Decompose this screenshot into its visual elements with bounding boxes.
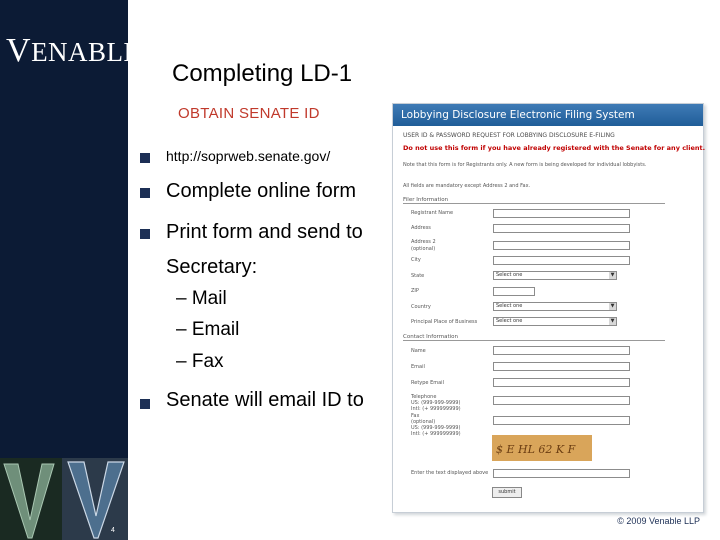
bullet-print-form: Print form and send to [166, 221, 363, 243]
bullet-continuation: Secretary: [166, 256, 258, 278]
fax-intl-format: Intl: (+ 999999999) [411, 431, 461, 437]
telephone-label: Telephone [411, 394, 437, 400]
address2-optional-label: (optional) [411, 246, 436, 252]
captcha-image [492, 435, 592, 461]
telephone-intl-format: Intl: (+ 999999999) [411, 406, 461, 412]
venable-v-artwork [0, 458, 128, 540]
mandatory-note: All fields are mandatory except Address 2 and Fax. [403, 183, 531, 189]
zip-input[interactable] [493, 287, 535, 296]
address2-label: Address 2 [411, 239, 436, 245]
bullet-marker [140, 153, 150, 163]
captcha-input[interactable] [493, 469, 630, 478]
bullet-marker [140, 399, 150, 409]
bullet-complete-form: Complete online form [166, 180, 357, 202]
captcha-glyphs [492, 435, 592, 461]
slide-subtitle: OBTAIN SENATE ID [178, 105, 320, 122]
bullet-senate-email: Senate will email ID to [166, 389, 364, 411]
address-label: Address [411, 225, 431, 231]
sidebar [0, 0, 168, 540]
principal-place-select-value: Select one [496, 318, 523, 324]
principal-place-label: Principal Place of Business [411, 319, 478, 325]
registrant-name-label: Registrant Name [411, 210, 454, 216]
submit-button[interactable]: submit [492, 487, 522, 498]
telephone-us-format: US: (999-999-9999) [411, 400, 461, 406]
logo-llp: LLP [150, 54, 168, 63]
bullet-url[interactable]: http://soprweb.senate.gov/ [166, 148, 331, 164]
sub-bullet-mail: – Mail [176, 288, 227, 309]
state-label: State [411, 273, 425, 279]
copyright-notice: © 2009 Venable LLP [617, 516, 700, 526]
chevron-down-icon: ▼ [610, 272, 615, 278]
logo-letter: V [6, 32, 32, 69]
fax-us-format: US: (999-999-9999) [411, 425, 461, 431]
zip-label: ZIP [411, 288, 419, 294]
venable-logo [6, 32, 167, 70]
chevron-down-icon: ▼ [610, 303, 615, 309]
captcha-prompt-label: Enter the text displayed above [411, 470, 489, 476]
address-input[interactable] [493, 224, 630, 233]
retype-email-input[interactable] [493, 378, 630, 387]
request-heading: USER ID & PASSWORD REQUEST FOR LOBBYING DISCLOSURE E-FILING [403, 132, 615, 139]
address2-input[interactable] [493, 241, 630, 250]
bullet-marker [140, 229, 150, 239]
bullet-marker [140, 188, 150, 198]
slide-title: Completing LD-1 [172, 60, 353, 87]
sub-bullet-fax: – Fax [176, 351, 224, 372]
country-select[interactable] [493, 302, 617, 311]
logo-registered: ® [141, 32, 149, 41]
filing-system-screenshot [392, 103, 704, 513]
contact-name-label: Name [411, 348, 426, 354]
filer-section-heading: Filer Information [403, 197, 665, 204]
contact-email-label: Email [411, 364, 425, 370]
contact-email-input[interactable] [493, 362, 630, 371]
contact-name-input[interactable] [493, 346, 630, 355]
registrant-name-input[interactable] [493, 209, 630, 218]
logo-text: ENABLE [31, 37, 141, 67]
city-label: City [411, 257, 421, 263]
registration-warning: Do not use this form if you have already registered with the Senate for any client. [403, 144, 706, 152]
country-select-value: Select one [496, 303, 523, 309]
country-label: Country [411, 304, 431, 310]
fax-label: Fax [411, 413, 420, 419]
captcha-text: $ E HL 62 K F [496, 443, 576, 456]
retype-email-label: Retype Email [411, 380, 444, 386]
state-select-value: Select one [496, 272, 523, 278]
telephone-input[interactable] [493, 396, 630, 405]
registrant-note: Note that this form is for Registrants only. A new form is being developed for individual lobbyists. [403, 162, 647, 168]
state-select[interactable] [493, 271, 617, 280]
fax-input[interactable] [493, 416, 630, 425]
fax-optional-label: (optional) [411, 419, 436, 425]
page-number: 4 [111, 527, 115, 534]
screenshot-header: Lobbying Disclosure Electronic Filing System [393, 104, 703, 126]
city-input[interactable] [493, 256, 630, 265]
chevron-down-icon: ▼ [610, 318, 615, 324]
contact-section-heading: Contact Information [403, 334, 665, 341]
sub-bullet-email: – Email [176, 319, 240, 340]
principal-place-select[interactable] [493, 317, 617, 326]
